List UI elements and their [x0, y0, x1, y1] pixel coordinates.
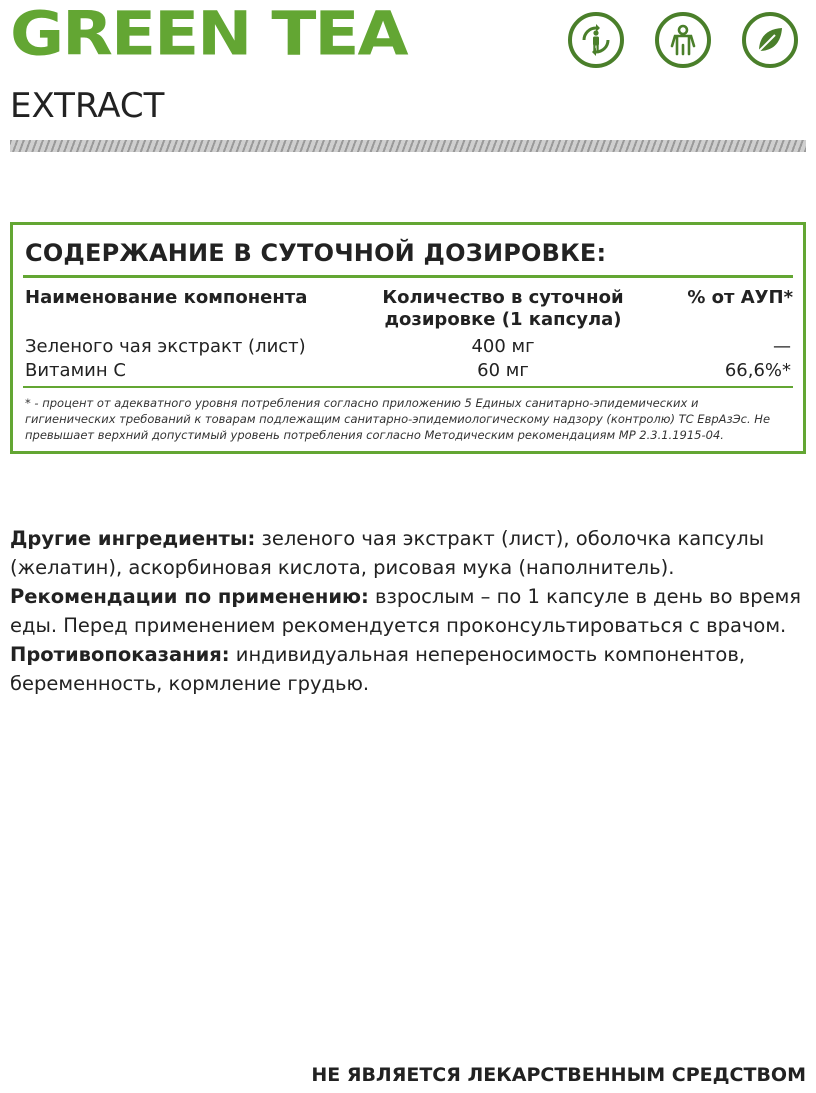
column-header-amount: Количество в суточной дозировке (1 капсула)	[382, 287, 624, 330]
nutrition-panel	[10, 222, 806, 454]
component-rda: —	[773, 336, 791, 357]
divider	[23, 275, 793, 278]
component-amount: 400 мг	[471, 336, 535, 357]
column-header-rda: % от АУП*	[687, 287, 793, 308]
product-subtitle: EXTRACT	[10, 86, 165, 126]
column-header-name: Наименование компонента	[25, 287, 308, 308]
component-rda: 66,6%*	[724, 360, 791, 381]
product-title: GREEN TEA	[10, 0, 407, 70]
decorative-stripe	[10, 140, 806, 152]
person-icon	[655, 12, 711, 68]
component-amount: 60 мг	[477, 360, 529, 381]
footnote: * - процент от адекватного уровня потребления согласно приложению 5 Единых санитарно-эпидемических и гигиенических требований к товарам подлежащим санитарно-эпидемиологическому надзору (контролю) ТС ЕврАзЭс. Не превышает верхний допустимый уровень потребления согласно Методическим рекомендациям МР 2.3.1.1915-04.	[25, 396, 771, 442]
component-name: Зеленого чая экстракт (лист)	[25, 336, 306, 357]
usage-label: Рекомендации по применению:	[10, 585, 369, 608]
usage-text: взрослым – по 1 капсуле в день во время еды. Перед применением рекомендуется проконсультироваться с врачом.	[10, 585, 802, 637]
contraindications-paragraph	[10, 640, 806, 698]
table-row	[25, 335, 791, 359]
body-rotation-icon	[568, 12, 624, 68]
table-row	[25, 359, 791, 383]
contraindications-text: индивидуальная непереносимость компонентов, беременность, кормление грудью.	[10, 643, 746, 695]
leaf-icon	[742, 12, 798, 68]
contraindications-label: Противопоказания:	[10, 643, 230, 666]
product-info	[10, 524, 806, 698]
divider	[23, 386, 793, 388]
ingredients-paragraph	[10, 524, 806, 582]
disclaimer: НЕ ЯВЛЯЕТСЯ ЛЕКАРСТВЕННЫМ СРЕДСТВОМ	[311, 1064, 806, 1086]
ingredients-text: зеленого чая экстракт (лист), оболочка капсулы (желатин), аскорбиновая кислота, рисовая мука (наполнитель).	[10, 527, 765, 579]
usage-paragraph	[10, 582, 806, 640]
component-name: Витамин С	[25, 360, 126, 381]
panel-title: СОДЕРЖАНИЕ В СУТОЧНОЙ ДОЗИРОВКЕ:	[25, 239, 607, 267]
ingredients-label: Другие ингредиенты:	[10, 527, 256, 550]
